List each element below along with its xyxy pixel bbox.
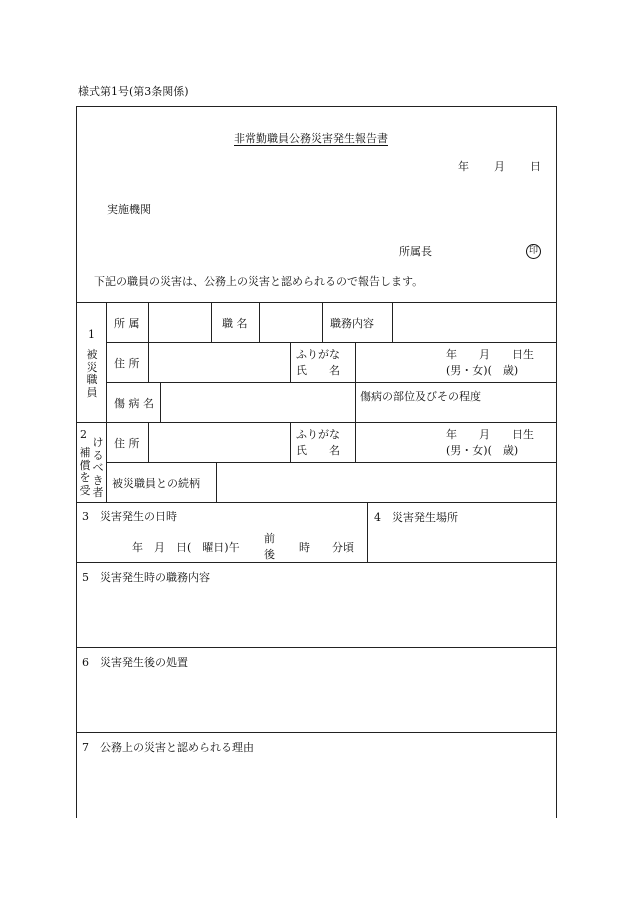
sec2-vertical-label-right: け る べ き 者 <box>92 436 104 499</box>
sec34-divider <box>367 502 368 562</box>
duties-label: 職務内容 <box>330 317 374 330</box>
beneficiary-birthdate-label: 年 月 日生 <box>446 428 534 441</box>
sec7-top-line <box>76 732 557 733</box>
sec2-v1 <box>148 422 149 462</box>
frame-top <box>76 106 557 107</box>
date-day-label: 日 <box>530 160 541 173</box>
sec1-v1 <box>148 302 149 382</box>
sec1-row1-line <box>106 342 557 343</box>
sec1-v3 <box>259 302 260 342</box>
sec1-v5 <box>392 302 393 342</box>
affiliation-label: 所 属 <box>114 317 140 330</box>
address-label: 住 所 <box>114 357 140 370</box>
sec1-vertical-label: 被 災 職 員 <box>86 348 98 399</box>
agency-label: 実施機関 <box>107 203 151 216</box>
form-number: 様式第1号(第3条関係) <box>78 85 189 98</box>
chief-label: 所属長 <box>399 245 432 258</box>
sec2-v4 <box>216 462 217 502</box>
beneficiary-name-label: 氏 名 <box>296 444 340 457</box>
date-month-label: 月 <box>494 160 505 173</box>
sec1-number: 1 <box>88 328 95 341</box>
occurrence-date-label: 年 月 日( 曜日)午 <box>132 541 240 554</box>
ampm-go: 後 <box>264 548 275 561</box>
seal-mark: 印 <box>526 244 541 259</box>
birthdate-label: 年 月 日生 <box>446 348 534 361</box>
sec2-v3 <box>355 422 356 462</box>
sec7-label: 7 公務上の災害と認められる理由 <box>82 741 254 754</box>
sex-age-label: (男・女)( 歳) <box>446 364 519 377</box>
name-label: 氏 名 <box>296 364 340 377</box>
sec1-v7 <box>355 342 356 382</box>
position-label: 職 名 <box>222 317 248 330</box>
form-title: 非常勤職員公務災害発生報告書 <box>234 132 388 145</box>
sec5-label: 5 災害発生時の職務内容 <box>82 571 210 584</box>
relation-label: 被災職員との続柄 <box>112 477 200 490</box>
sec1-row2-line <box>106 382 557 383</box>
sec1-v4 <box>322 302 323 342</box>
sec1-v2 <box>211 302 212 342</box>
sec6-top-line <box>76 647 557 648</box>
intro-text: 下記の職員の災害は、公務上の災害と認められるので報告します。 <box>94 275 424 288</box>
frame-left <box>76 106 77 818</box>
injury-name-label: 傷 病 名 <box>114 397 154 410</box>
date-year-label: 年 <box>458 160 469 173</box>
sec1-v8 <box>160 382 161 422</box>
sec1-v6 <box>290 342 291 382</box>
sec6-label: 6 災害発生後の処置 <box>82 656 188 669</box>
sec3-label: 3 災害発生の日時 <box>82 510 177 523</box>
sec2-vertical-label-left: 補 償 を 受 <box>79 446 91 497</box>
sec4-label: 4 災害発生場所 <box>374 511 458 524</box>
sec2-row-line <box>106 462 557 463</box>
beneficiary-furigana-label: ふりがな <box>296 428 340 441</box>
injury-part-label: 傷病の部位及びその程度 <box>360 390 481 403</box>
occurrence-time-label: 時 分頃 <box>299 541 354 554</box>
sec5-top-line <box>76 562 557 563</box>
sec12-col-divider <box>106 302 107 502</box>
sec2-number: 2 <box>80 428 87 441</box>
beneficiary-address-label: 住 所 <box>114 437 140 450</box>
sec2-v2 <box>290 422 291 462</box>
beneficiary-sex-age-label: (男・女)( 歳) <box>446 444 519 457</box>
sec1-v9 <box>355 382 356 422</box>
ampm-zen: 前 <box>264 532 275 545</box>
sec3-top-line <box>76 502 557 503</box>
furigana-label: ふりがな <box>296 348 340 361</box>
